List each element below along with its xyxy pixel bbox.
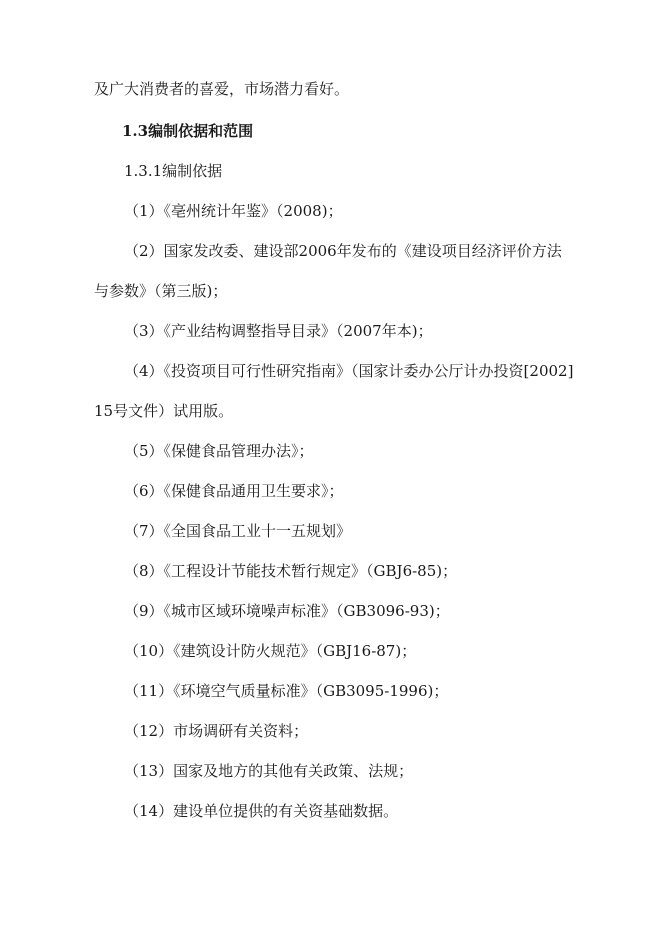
list-item: （12）市场调研有关资料； [124, 722, 309, 740]
list-item: （7）《全国食品工业十一五规划》 [124, 522, 352, 540]
list-item: （10）《建筑设计防火规范》（GBJ16-87)； [124, 642, 417, 660]
paragraph-continuation: 及广大消费者的喜爱，市场潜力看好。 [94, 80, 350, 98]
list-item: （8）《工程设计节能技术暂行规定》（GBJ6-85)； [124, 562, 458, 580]
list-item: （5）《保健食品管理办法》； [124, 442, 314, 460]
list-item: （9）《城市区域环境噪声标准》（GB3096-93)； [124, 602, 450, 620]
list-item: （3）《产业结构调整指导目录》（2007年本)； [124, 322, 433, 340]
list-item-continuation: 15号文件）试用版。 [94, 402, 234, 420]
subsection-heading: 1.3.1编制依据 [124, 162, 223, 180]
list-item: （14）建设单位提供的有关资基础数据。 [124, 802, 399, 820]
list-item: （6）《保健食品通用卫生要求》； [124, 482, 344, 500]
list-item-continuation: 与参数》（第三版)； [94, 282, 228, 300]
list-item: （2）国家发改委、建设部2006年发布的《建设项目经济评价方法 [124, 242, 562, 260]
list-item: （1）《亳州统计年鉴》（2008)； [124, 202, 343, 220]
section-heading: 1.3编制依据和范围 [122, 122, 254, 140]
list-item: （13）国家及地方的其他有关政策、法规； [124, 762, 414, 780]
list-item: （11）《环境空气质量标准》（GB3095-1996)； [124, 682, 449, 700]
list-item: （4）《投资项目可行性研究指南》（国家计委办公厅计办投资[2002] [124, 362, 574, 380]
